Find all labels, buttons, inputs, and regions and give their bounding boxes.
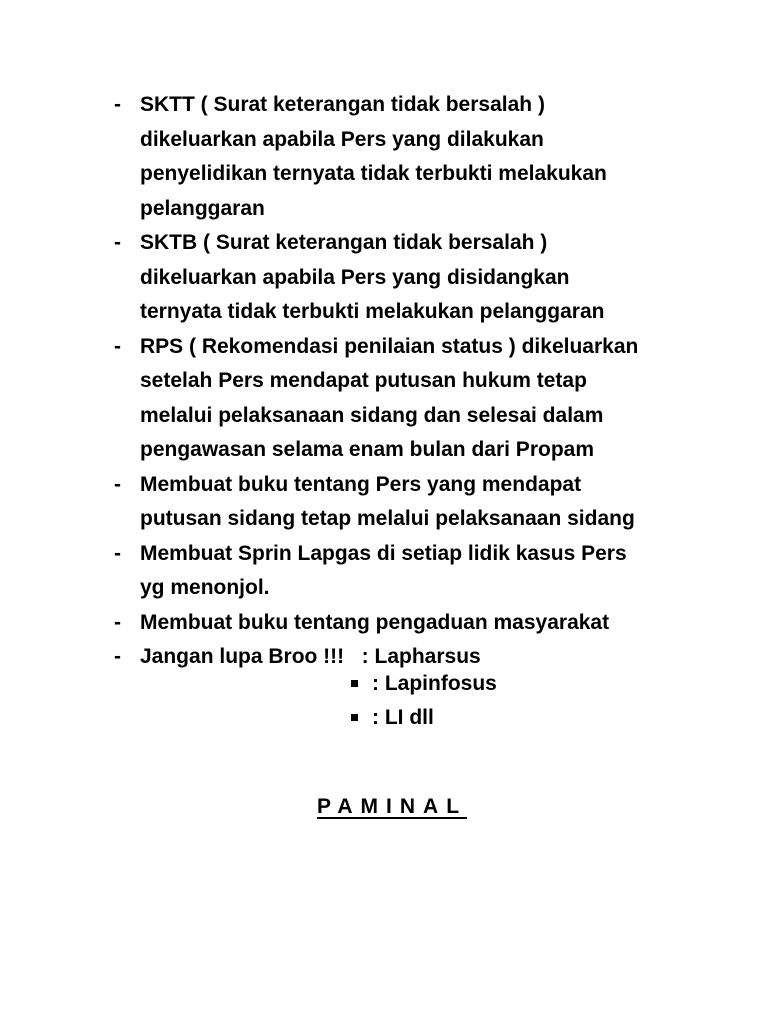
list-item-text: SKTT ( Surat keterangan tidak bersalah ) dikeluarkan apabila Pers yang dilakukan penyelidikan ternyata tidak terbukti melakukan pelanggaran [140,93,607,220]
dash-marker: - [114,610,121,634]
dash-marker: - [114,541,121,565]
sub-list-item-text: : Lapinfosus [372,672,497,695]
sub-list-item [351,701,497,735]
list-item [114,537,754,606]
list-item [114,226,754,330]
sub-list-item-text: : LI dll [372,706,434,729]
dash-marker: - [114,231,121,254]
list-item-text: Jangan lupa Broo !!! : Lapharsus [140,645,481,668]
list-item-text: Membuat buku tentang pengaduan masyarakat [140,610,610,634]
list-item-text: SKTB ( Surat keterangan tidak bersalah ) dikeluarkan apabila Pers yang disidangkan ternyata tidak terbukti melakukan pelanggaran [140,231,605,323]
sub-list-item [351,667,497,701]
square-bullet-icon [351,714,358,721]
list-item-text: Membuat Sprin Lapgas di setiap lidik kasus Pers yg menonjol. [140,541,627,599]
bullet-list [114,88,754,675]
dash-marker: - [114,645,121,668]
list-item-text: RPS ( Rekomendasi penilaian status ) dikeluarkan setelah Pers mendapat putusan hukum tetap melalui pelaksanaan sidang dan selesai dalam pengawasan selama enam bulan dari Propam [140,334,639,461]
sub-bullet-list [351,667,497,735]
dash-marker: - [114,472,121,496]
footer-title: PAMINAL [316,795,468,818]
list-item [114,606,754,641]
list-item-text: Membuat buku tentang Pers yang mendapat putusan sidang tetap melalui pelaksanaan sidang [140,472,635,530]
dash-marker: - [114,93,121,116]
list-item [114,330,754,468]
list-item [114,468,754,537]
list-item [114,88,754,226]
square-bullet-icon [351,680,358,687]
dash-marker: - [114,334,121,358]
